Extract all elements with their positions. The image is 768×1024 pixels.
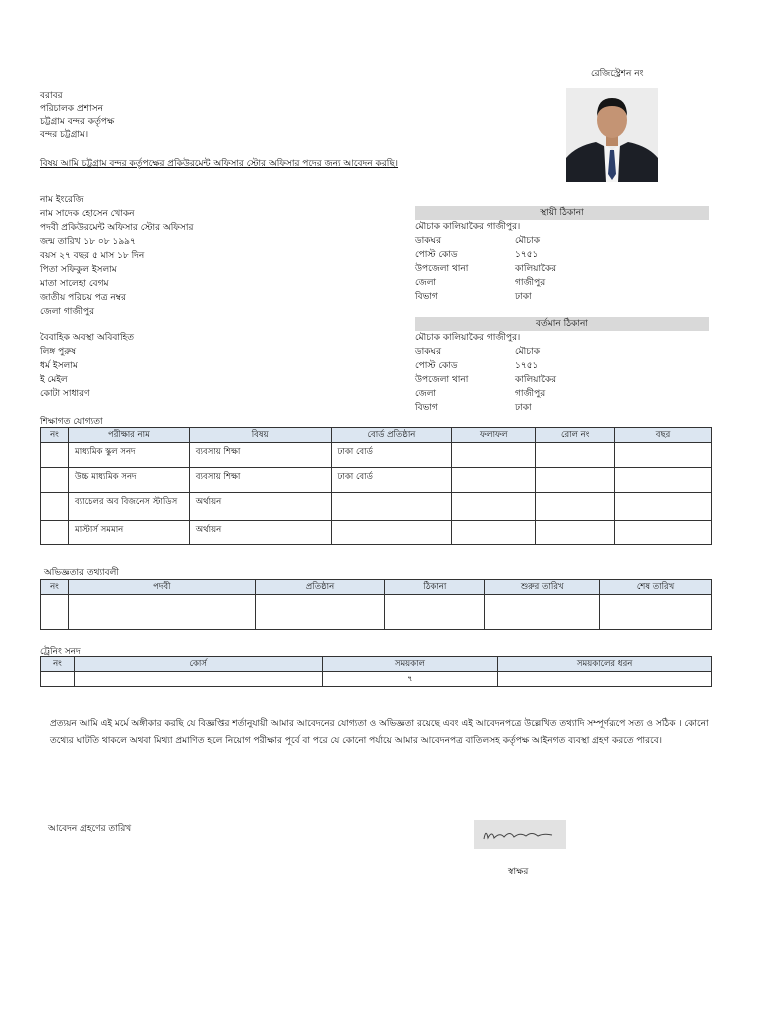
address-row (415, 359, 709, 373)
address-value: ঢাকা (515, 292, 532, 302)
applicant-photo (566, 88, 658, 182)
address-row (415, 387, 709, 401)
column-header: নং (41, 428, 69, 443)
personal-field: জাতীয় পরিচয় পত্র নম্বর (40, 293, 127, 303)
table-cell (615, 493, 712, 521)
address-line (415, 220, 709, 234)
table-cell (452, 521, 536, 545)
table-cell: অর্থায়ন (189, 493, 331, 521)
address-line (415, 331, 709, 345)
personal-field: বৈবাহিক অবস্থা অবিবাহিত (40, 333, 135, 343)
table-row (41, 521, 712, 545)
table-cell (74, 672, 322, 687)
column-header: বিষয় (189, 428, 331, 443)
address-row (415, 290, 709, 304)
column-header: পরীক্ষার নাম (68, 428, 189, 443)
application-date-label: আবেদন গ্রহণের তারিখ (48, 824, 132, 834)
subject-line: বিষয় আমি চট্টগ্রাম বন্দর কর্তৃপক্ষের প্রকিউরমেন্ট অফিসার স্টোর অফিসার পদের জন্য আবেদন করছি। (40, 159, 399, 169)
column-header: প্রতিষ্ঠান (255, 580, 385, 595)
permanent-address-block (415, 206, 709, 304)
address-line-text: মৌচাক কালিয়াকৈর গাজীপুর। (415, 222, 521, 232)
address-key: পোস্ট কোড (415, 361, 458, 371)
column-header: শুরুর তারিখ (485, 580, 600, 595)
personal-field: মাতা সালেহা বেগম (40, 279, 109, 289)
address-value: মৌচাক (515, 347, 540, 357)
table-cell (452, 468, 536, 493)
table-cell (41, 521, 69, 545)
experience-header-row (41, 580, 712, 595)
education-table (40, 427, 712, 545)
table-cell: ব্যাচেলর অব বিজনেস স্টাডিস (68, 493, 189, 521)
table-cell (255, 595, 385, 630)
address-value: ১৭৫১ (515, 361, 539, 371)
recipient-line: বন্দর চট্টগ্রাম। (40, 130, 89, 140)
column-header: সময়কালের ধরন (498, 657, 712, 672)
personal-field: ই মেইল (40, 375, 68, 385)
address-value: গাজীপুর (515, 278, 546, 288)
present-address-title: বর্তমান ঠিকানা (415, 317, 709, 331)
personal-info-top (40, 193, 193, 319)
address-line-text: মৌচাক কালিয়াকৈর গাজীপুর। (415, 333, 521, 343)
personal-field: জন্ম তারিখ ১৮ ০৮ ১৯৯৭ (40, 237, 136, 247)
table-row (41, 443, 712, 468)
table-cell (331, 521, 452, 545)
table-cell (536, 521, 615, 545)
address-row (415, 276, 709, 290)
address-key: বিভাগ (415, 403, 438, 413)
address-key: পোস্ট কোড (415, 250, 458, 260)
permanent-address-title: স্থায়ী ঠিকানা (415, 206, 709, 220)
column-header: রোল নং (536, 428, 615, 443)
table-cell (485, 595, 600, 630)
address-key: উপজেলা থানা (415, 375, 469, 385)
table-cell (498, 672, 712, 687)
recipient-line: বরাবর (40, 91, 63, 101)
experience-section-title: অভিজ্ঞতার তথ্যাবলী (44, 568, 119, 578)
personal-field: পদবী প্রকিউরমেন্ট অফিসার স্টোর অফিসার (40, 223, 194, 233)
column-header: কোর্স (74, 657, 322, 672)
address-value: মৌচাক (515, 236, 540, 246)
table-cell (536, 443, 615, 468)
address-row (415, 373, 709, 387)
column-header: বছর (615, 428, 712, 443)
table-row (41, 468, 712, 493)
recipient-address (40, 90, 114, 142)
experience-table (40, 579, 712, 630)
table-cell (536, 493, 615, 521)
column-header: সময়কাল (322, 657, 498, 672)
personal-field: নাম সাদেক হোসেন খোকন (40, 209, 135, 219)
address-row (415, 345, 709, 359)
table-row (41, 493, 712, 521)
column-header: শেষ তারিখ (600, 580, 712, 595)
education-section-title: শিক্ষাগত যোগ্যতা (40, 417, 103, 427)
address-key: ডাকঘর (415, 236, 442, 246)
signature-label: স্বাক্ষর (508, 867, 529, 877)
table-cell (41, 672, 75, 687)
column-header: নং (41, 657, 75, 672)
signature-image (474, 820, 566, 849)
table-row (41, 595, 712, 630)
personal-field: বয়স ২৭ বছর ৫ মাস ১৮ দিন (40, 251, 145, 261)
address-value: গাজীপুর (515, 389, 546, 399)
table-cell (331, 493, 452, 521)
address-value: ১৭৫১ (515, 250, 539, 260)
personal-field: জেলা গাজীপুর (40, 307, 95, 317)
address-key: জেলা (415, 278, 437, 288)
table-cell (536, 468, 615, 493)
address-key: জেলা (415, 389, 437, 399)
table-cell: মাধ্যমিক স্কুল সনদ (68, 443, 189, 468)
present-address-block (415, 317, 709, 415)
table-cell: মাস্টার্স সমমান (68, 521, 189, 545)
column-header: পদবী (68, 580, 255, 595)
personal-field: কোটা সাধারণ (40, 389, 90, 399)
personal-field: ধর্ম ইসলাম (40, 361, 78, 371)
table-cell: ঢাকা বোর্ড (331, 468, 452, 493)
table-cell (600, 595, 712, 630)
table-cell (41, 493, 69, 521)
table-cell (68, 595, 255, 630)
table-cell: অর্থায়ন (189, 521, 331, 545)
address-row (415, 234, 709, 248)
recipient-line: চট্টগ্রাম বন্দর কর্তৃপক্ষ (40, 117, 115, 127)
training-header-row (41, 657, 712, 672)
table-cell (41, 443, 69, 468)
address-row (415, 262, 709, 276)
table-cell (41, 595, 69, 630)
table-cell: ব্যবসায় শিক্ষা (189, 468, 331, 493)
address-key: ডাকঘর (415, 347, 442, 357)
column-header: নং (41, 580, 69, 595)
address-value: কালিয়াকৈর (515, 375, 557, 385)
registration-number-label: রেজিস্ট্রেশন নং (591, 69, 644, 79)
table-cell (385, 595, 485, 630)
table-cell (615, 521, 712, 545)
training-section-title: ট্রেনিং সনদ (40, 647, 81, 657)
column-header: ঠিকানা (385, 580, 485, 595)
address-value: ঢাকা (515, 403, 532, 413)
address-row (415, 401, 709, 415)
personal-field: লিঙ্গ পুরুষ (40, 347, 77, 357)
personal-info-bottom (40, 331, 134, 401)
table-cell (41, 468, 69, 493)
personal-field: নাম ইংরেজি (40, 195, 84, 205)
personal-field: পিতা সফিকুল ইসলাম (40, 265, 117, 275)
declaration-paragraph: প্রত্যয়ন আমি এই মর্মে অঙ্গীকার করছি যে বিজ্ঞপ্তির শর্তানুযায়ী আমার আবেদনের যোগ্যতা ও অভিজ্ঞতা রয়েছে এবং এই আবেদনপত্রে উল্লেখিত তথ্যাদি সম্পূর্ণরূপে সত্য ও সঠিক । কোনো তথ্যের ঘাটতি থাকলে অথবা মিথ্যা প্রমাণিত হলে নিয়োগ পরীক্ষার পূর্বে বা পরে যে কোনো পর্যায়ে আমার আবেদনপত্র বাতিলসহ কর্তৃপক্ষ আইনগত ব্যবস্থা গ্রহণ করতে পারবে। (50, 719, 709, 746)
column-header: ফলাফল (452, 428, 536, 443)
table-cell: ব্যবসায় শিক্ষা (189, 443, 331, 468)
recipient-line: পরিচালক প্রশাসন (40, 104, 103, 114)
table-cell: উচ্চ মাধ্যমিক সনদ (68, 468, 189, 493)
table-cell (452, 493, 536, 521)
address-key: বিভাগ (415, 292, 438, 302)
address-row (415, 248, 709, 262)
table-row (41, 672, 712, 687)
table-cell (615, 443, 712, 468)
address-key: উপজেলা থানা (415, 264, 469, 274)
table-cell: ৭ (322, 672, 498, 687)
table-cell (452, 443, 536, 468)
address-value: কালিয়াকৈর (515, 264, 557, 274)
table-cell: ঢাকা বোর্ড (331, 443, 452, 468)
column-header: বোর্ড প্রতিষ্ঠান (331, 428, 452, 443)
table-cell (615, 468, 712, 493)
education-header-row (41, 428, 712, 443)
training-table (40, 656, 712, 687)
